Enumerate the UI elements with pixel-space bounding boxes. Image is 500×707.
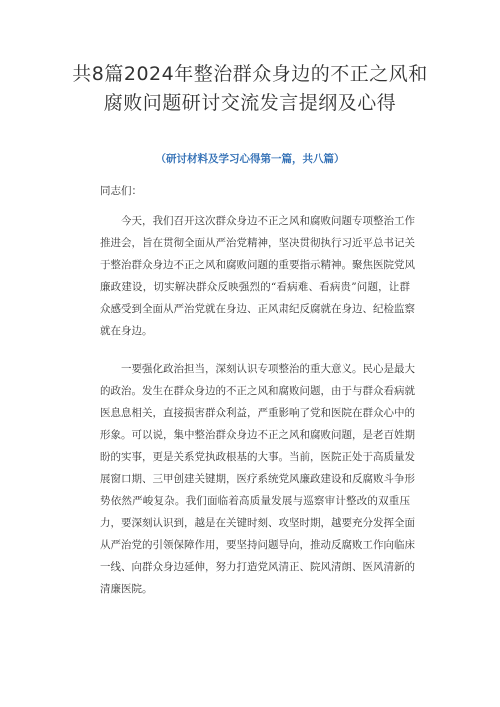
paragraph-line: 清廉医院。 xyxy=(100,583,153,595)
document-title xyxy=(40,60,460,118)
paragraph-line: 廉政建设，切实解决群众反映强烈的“看病难、看病贵”问题，让群 xyxy=(100,281,410,293)
paragraph-line: 展窗口期、三甲创建关键期，医疗系统党风廉政建设和反腐败斗争形 xyxy=(100,473,415,485)
paragraph-line: 形象。可以说，集中整治群众身边不正之风和腐败问题，是老百姓期 xyxy=(100,429,415,441)
paragraph-line: 盼的实事，更是关系党执政根基的大事。当前，医院正处于高质量发 xyxy=(100,451,415,463)
paragraph xyxy=(100,210,415,342)
paragraph-line: 众感受到全面从严治党就在身边、正风肃纪反腐就在身边、纪检监察 xyxy=(100,303,415,315)
paragraph-line: 推进会，旨在贯彻全面从严治党精神，坚决贯彻执行习近平总书记关 xyxy=(100,237,415,249)
paragraph-line: 于整治群众身边不正之风和腐败问题的重要指示精神。聚焦医院党风 xyxy=(100,259,415,271)
paragraph xyxy=(100,358,415,600)
salutation: 同志们： xyxy=(100,185,142,197)
paragraph-line: 力，要深刻认识到，越是在关键时刻、攻坚时期，越要充分发挥全面 xyxy=(100,517,415,529)
paragraph-line: 就在身边。 xyxy=(100,325,153,337)
title-line: 共8篇2024年整治群众身边的不正之风和 xyxy=(72,63,428,85)
paragraph-line: 势依然严峻复杂。我们面临着高质量发展与巡察审计整改的双重压 xyxy=(100,495,410,507)
paragraph-line: 今天，我们召开这次群众身边不正之风和腐败问题专项整治工作 xyxy=(121,215,415,227)
paragraph-line: 一线、向群众身边延伸，努力打造党风清正、院风清朗、医风清新的 xyxy=(100,561,415,573)
document-subtitle: （研讨材料及学习心得第一篇，共八篇） xyxy=(155,153,345,165)
paragraph-line: 一要强化政治担当，深刻认识专项整治的重大意义。民心是最大 xyxy=(121,363,415,375)
paragraph-line: 的政治。发生在群众身边的不正之风和腐败问题，由于与群众看病就 xyxy=(100,385,415,397)
title-line: 腐败问题研讨交流发言提纲及心得 xyxy=(103,92,397,114)
paragraph-line: 从严治党的引领保障作用，要坚持问题导向，推动反腐败工作向临床 xyxy=(100,539,415,551)
paragraph-line: 医息息相关，直接损害群众利益，严重影响了党和医院在群众心中的 xyxy=(100,407,415,419)
